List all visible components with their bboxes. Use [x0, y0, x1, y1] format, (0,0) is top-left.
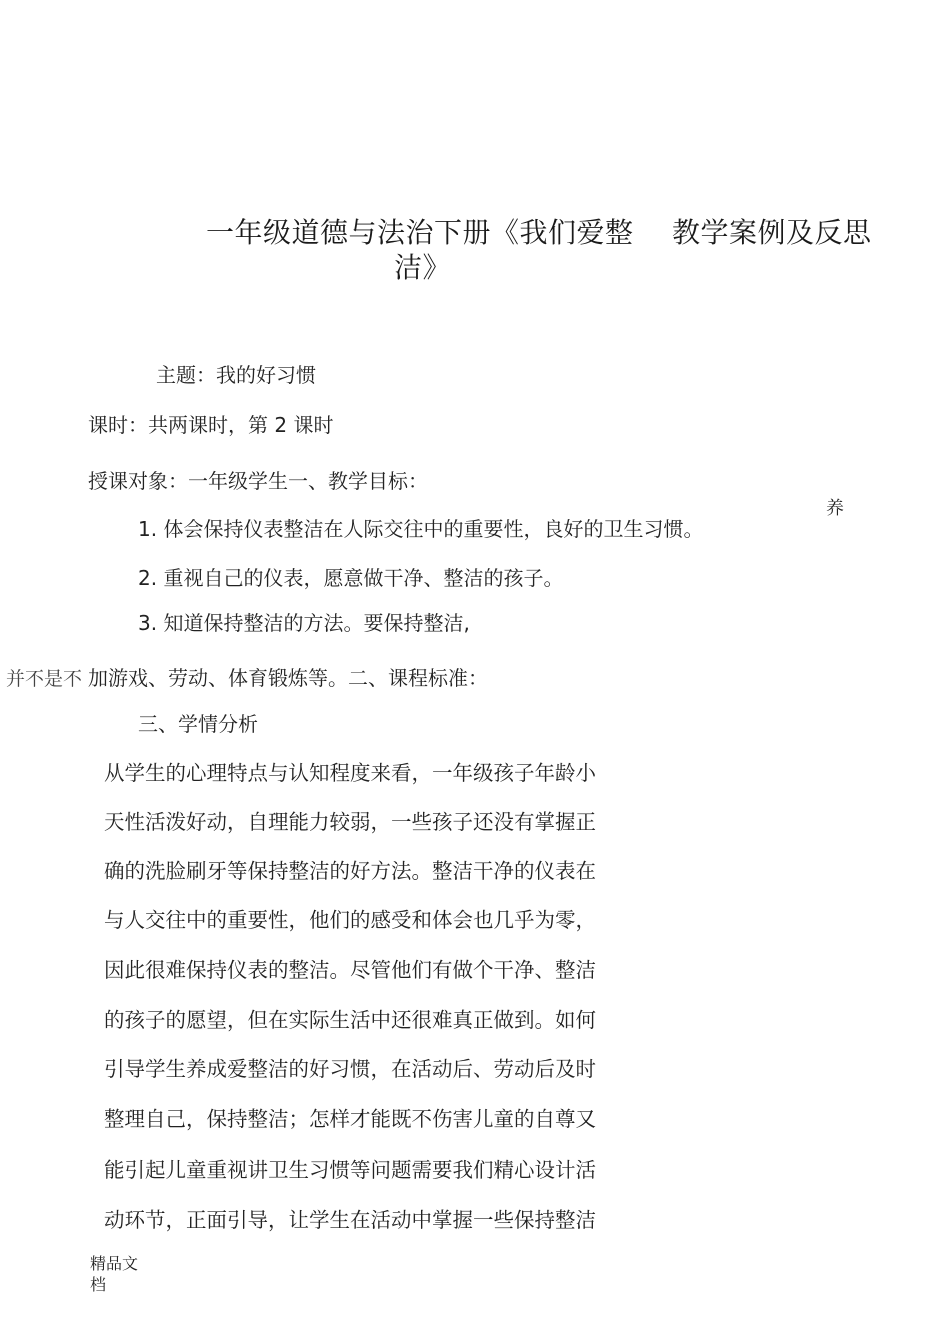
- goal-item-3: 3. 知道保持整洁的方法。要保持整洁,: [138, 611, 470, 635]
- doc-title-part1: 一年级道德与法治下册《我们爱整: [206, 216, 634, 249]
- analysis-line: 因此很难保持仪表的整洁。尽管他们有做个干净、整洁: [104, 958, 596, 982]
- analysis-line: 能引起儿童重视讲卫生习惯等问题需要我们精心设计活: [104, 1158, 596, 1182]
- analysis-line: 从学生的心理特点与认知程度来看，一年级孩子年龄小: [104, 761, 596, 785]
- doc-title-part2: 教学案例及反思: [672, 216, 872, 249]
- footer-text-line1: 精品文: [90, 1254, 139, 1273]
- goal-item-1: 1. 体会保持仪表整洁在人际交往中的重要性，良好的卫生习惯。: [138, 517, 704, 541]
- analysis-line: 的孩子的愿望，但在实际生活中还很难真正做到。如何: [104, 1008, 596, 1032]
- analysis-line: 引导学生养成爱整洁的好习惯，在活动后、劳动后及时: [104, 1057, 596, 1081]
- curriculum-line: 加游戏、劳动、体育锻炼等。二、课程标准：: [88, 666, 488, 690]
- doc-title-line2: 洁》: [394, 251, 452, 284]
- audience-line: 授课对象：一年级学生一、教学目标：: [88, 469, 428, 493]
- overlap-fragment: 并不是不: [6, 668, 83, 690]
- section-heading-analysis: 三、学情分析: [138, 712, 258, 736]
- margin-char: 养: [826, 498, 844, 519]
- analysis-line: 整理自己，保持整洁；怎样才能既不伤害儿童的自尊又: [104, 1107, 596, 1131]
- analysis-line: 天性活泼好动，自理能力较弱，一些孩子还没有掌握正: [104, 810, 596, 834]
- class-hours-line: 课时：共两课时，第 2 课时: [88, 413, 334, 437]
- analysis-line: 与人交往中的重要性，他们的感受和体会也几乎为零，: [104, 908, 596, 932]
- goal-item-2: 2. 重视自己的仪表，愿意做干净、整洁的孩子。: [138, 566, 564, 590]
- analysis-line: 确的洗脸刷牙等保持整洁的好方法。整洁干净的仪表在: [104, 859, 596, 883]
- footer-text-line2: 档: [90, 1275, 107, 1294]
- theme-line: 主题：我的好习惯: [156, 363, 316, 387]
- analysis-line: 动环节，正面引导，让学生在活动中掌握一些保持整洁: [104, 1208, 596, 1232]
